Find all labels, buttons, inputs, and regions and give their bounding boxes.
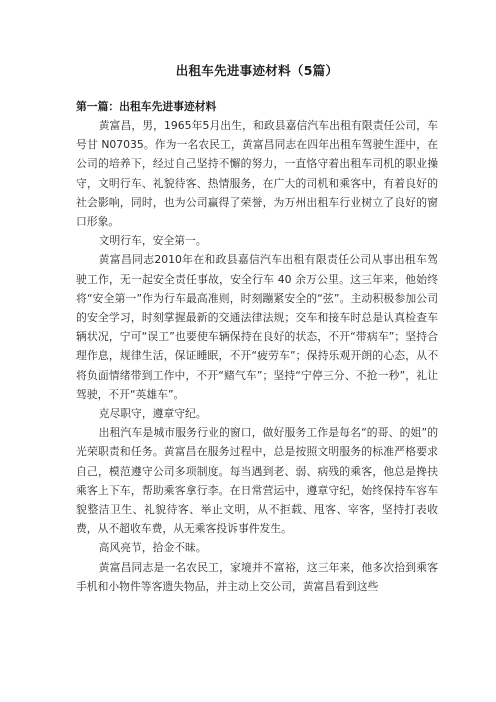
paragraph-honesty: 黄富昌同志是一名农民工，家境并不富裕，这三年来，他多次拾到乘客手机和小物件等客遗失物品，并主动上交公司，黄富昌看到这些 [76, 560, 438, 593]
subheading-safety: 文明行车，安全第一。 [98, 234, 207, 248]
paragraph-intro: 黄富昌，男，1965年5月出生，和政县嘉信汽车出租有限责任公司，车号甘 N07035。作为一名农民工，黄富昌同志在四年出租车驾驶生涯中，在公司的培养下，经过自己坚持不懈的努力，一直恪守着出租车司机的职业操守，文明行车、礼貌待客、热情服务，在广大的司机和乘客中，有着良好的社会影响，同时，也为公司赢得了荣誉，为万州出租车行业树立了良好的窗口形象。 [76, 119, 438, 229]
document-title: 出租车先进事迹材料（5篇） [175, 63, 339, 78]
paragraph-safety: 黄富昌同志2010年在和政县嘉信汽车出租有限责任公司从事出租车驾驶工作，无一起安全责任事故，安全行车 40 余万公里。这三年来，他始终将“安全第一”作为行车最高准则，时刻蹦紧安全的“弦”。主动积极参加公司的安全学习，时刻掌握最新的交通法律法规；交车和接车时总是认真检查车辆状况，宁可“误工”也要使车辆保持在良好的状态，不开“带病车”；坚持合理作息，规律生活，保证睡眠，不开“疲劳车”；保持乐观开朗的心态，从不将负面情绪带到工作中，不开“赌气车”；坚持“宁停三分、不抢一秒”，礼让驾驶，不开“英雄车”。 [76, 253, 438, 401]
subheading-duty: 克尽职守，遵章守纪。 [98, 407, 207, 421]
section-title: 第一篇：出租车先进事迹材料 [76, 100, 217, 113]
paragraph-duty: 出租汽车是城市服务行业的窗口，做好服务工作是每名“的哥、的姐”的光荣职责和任务。黄富昌在服务过程中，总是按照文明服务的标准严格要求自己，模范遵守公司多项制度。每当遇到老、弱、病残的乘客，他总是搀扶乘客上下车，帮助乘客拿行李。在日常营运中，遵章守纪，始终保持车容车貌整洁卫生、礼貌待客、举止文明，从不拒载、甩客、宰客，坚持打表收费，从不超收车费，从无乘客投诉事件发生。 [76, 426, 438, 536]
subheading-honesty: 高风亮节，拾金不昧。 [98, 541, 207, 555]
